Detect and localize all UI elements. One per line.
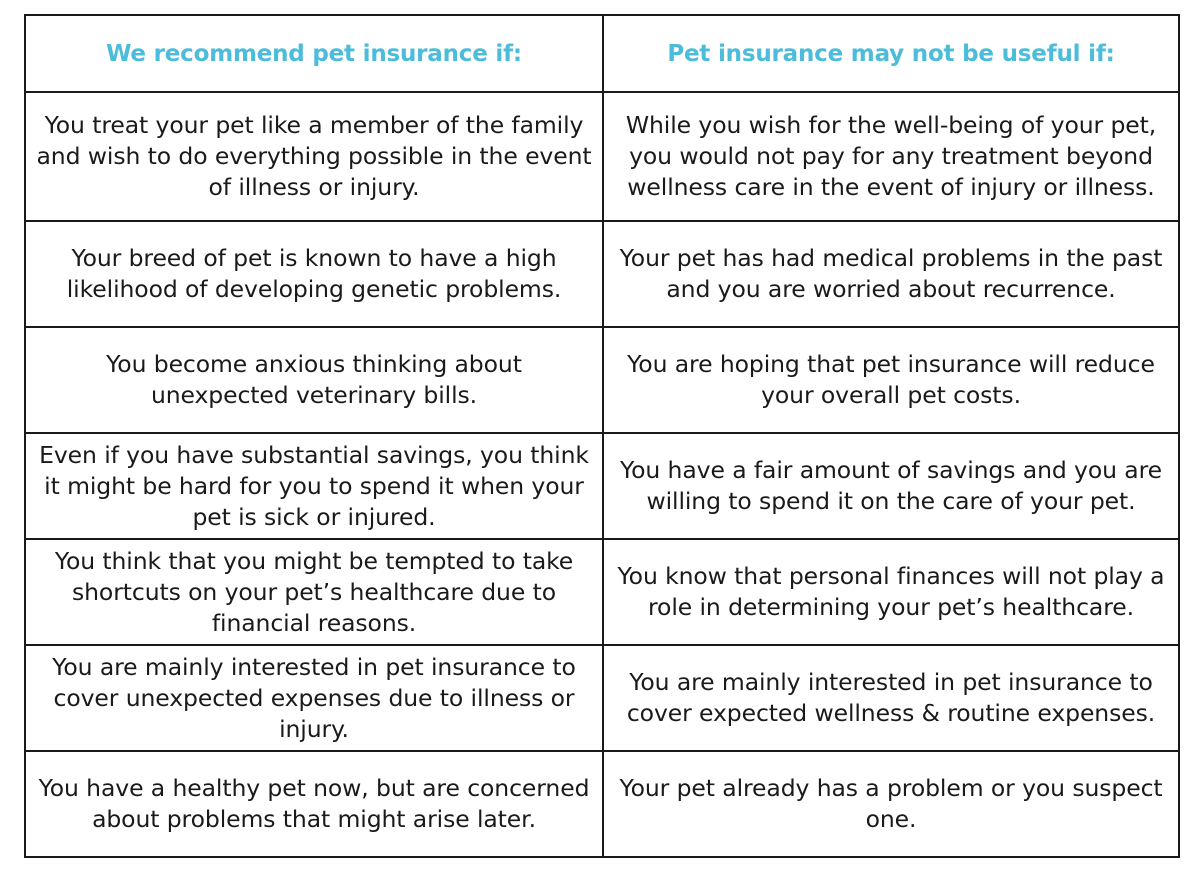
recommend-cell: You have a healthy pet now, but are concerned about problems that might arise later. xyxy=(25,751,603,857)
not-useful-cell: You are hoping that pet insurance will reduce your overall pet costs. xyxy=(603,327,1179,433)
header-recommend: We recommend pet insurance if: xyxy=(25,15,603,92)
header-not-useful: Pet insurance may not be useful if: xyxy=(603,15,1179,92)
not-useful-cell: While you wish for the well-being of your pet, you would not pay for any treatment beyond wellness care in the event of injury or illness. xyxy=(603,92,1179,221)
table-row xyxy=(25,221,1179,327)
recommend-cell: You are mainly interested in pet insurance to cover unexpected expenses due to illness or injury. xyxy=(25,645,603,751)
recommend-cell: You treat your pet like a member of the family and wish to do everything possible in the event of illness or injury. xyxy=(25,92,603,221)
recommend-cell: Even if you have substantial savings, you think it might be hard for you to spend it when your pet is sick or injured. xyxy=(25,433,603,539)
not-useful-cell: Your pet already has a problem or you suspect one. xyxy=(603,751,1179,857)
recommend-cell: Your breed of pet is known to have a high likelihood of developing genetic problems. xyxy=(25,221,603,327)
recommend-cell: You become anxious thinking about unexpected veterinary bills. xyxy=(25,327,603,433)
table-row xyxy=(25,327,1179,433)
not-useful-cell: Your pet has had medical problems in the past and you are worried about recurrence. xyxy=(603,221,1179,327)
header-row xyxy=(25,15,1179,92)
not-useful-cell: You know that personal finances will not play a role in determining your pet’s healthcare. xyxy=(603,539,1179,645)
table-row xyxy=(25,645,1179,751)
table-row xyxy=(25,539,1179,645)
not-useful-cell: You have a fair amount of savings and you are willing to spend it on the care of your pet. xyxy=(603,433,1179,539)
pet-insurance-comparison-table xyxy=(24,14,1180,858)
not-useful-cell: You are mainly interested in pet insurance to cover expected wellness & routine expenses. xyxy=(603,645,1179,751)
table-row xyxy=(25,92,1179,221)
recommend-cell: You think that you might be tempted to take shortcuts on your pet’s healthcare due to financial reasons. xyxy=(25,539,603,645)
table-row xyxy=(25,433,1179,539)
table-row xyxy=(25,751,1179,857)
